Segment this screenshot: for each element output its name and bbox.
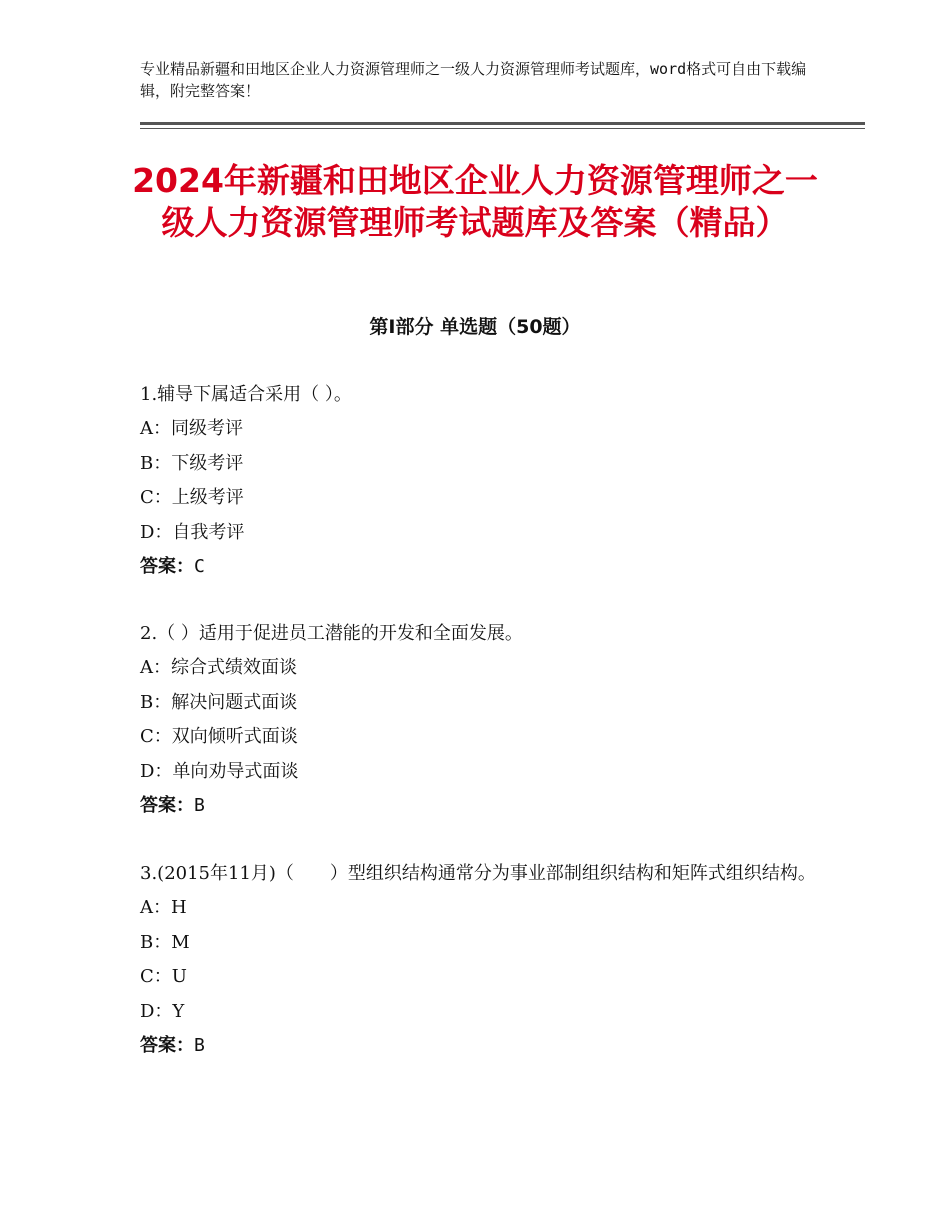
header-rule-thin <box>140 128 865 129</box>
option-d: D：自我考评 <box>140 521 245 543</box>
question-2 <box>140 617 820 824</box>
section-heading: 第Ⅰ部分 单选题（50题） <box>369 316 581 338</box>
answer-label: 答案： <box>140 556 194 577</box>
answer-line <box>140 550 820 585</box>
option-b: B：下级考评 <box>140 452 244 474</box>
answer-value: B <box>194 1035 205 1056</box>
header-rule-thick <box>140 122 865 125</box>
question-1 <box>140 378 820 585</box>
option-a: A：综合式绩效面谈 <box>140 657 297 678</box>
option-c: C：上级考评 <box>140 487 244 508</box>
answer-label: 答案： <box>140 795 194 816</box>
header-note: 专业精品新疆和田地区企业人力资源管理师之一级人力资源管理师考试题库，word格式可自由下载编辑，附完整答案！ <box>140 60 807 100</box>
document-title: 2024年新疆和田地区企业人力资源管理师之一级人力资源管理师考试题库及答案（精品） <box>132 161 818 242</box>
option-a: A：同级考评 <box>140 418 243 439</box>
question-3 <box>140 857 820 1064</box>
option-c: C：U <box>140 966 187 987</box>
option-c: C：双向倾听式面谈 <box>140 726 298 747</box>
answer-value: C <box>194 556 205 577</box>
option-b: B：解决问题式面谈 <box>140 691 298 713</box>
answer-line <box>140 789 820 824</box>
option-b: B：M <box>140 931 190 953</box>
answer-label: 答案： <box>140 1035 194 1056</box>
option-a: A：H <box>140 897 187 918</box>
question-stem: 2.（ ）适用于促进员工潜能的开发和全面发展。 <box>140 623 523 644</box>
answer-line <box>140 1029 820 1064</box>
option-d: D：单向劝导式面谈 <box>140 760 299 782</box>
question-stem: 3.(2015年11月)（ ）型组织结构通常分为事业部制组织结构和矩阵式组织结构。 <box>140 863 816 884</box>
answer-value: B <box>194 795 205 816</box>
question-stem: 1.辅导下属适合采用（ ）。 <box>140 384 352 405</box>
option-d: D：Y <box>140 1000 185 1022</box>
